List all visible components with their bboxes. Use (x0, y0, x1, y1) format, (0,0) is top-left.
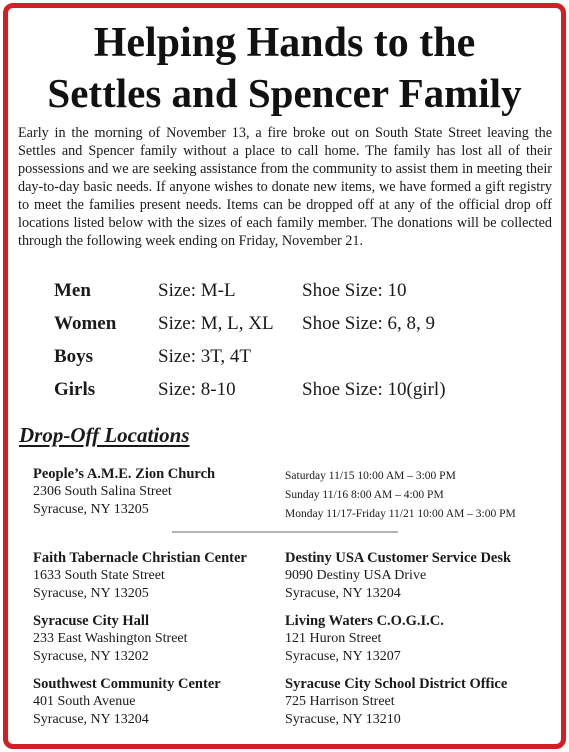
sizes-table (54, 280, 534, 412)
family-member-label: Boys (54, 346, 94, 367)
title-line-1: Helping Hands to the (93, 20, 476, 66)
location-city: Syracuse, NY 13205 (33, 586, 149, 601)
location-city: Syracuse, NY 13204 (33, 712, 149, 727)
family-member-label: Men (54, 280, 91, 301)
clothing-size: Size: 3T, 4T (158, 346, 252, 367)
location-city: Syracuse, NY 13202 (33, 649, 149, 664)
size-row-men (54, 280, 534, 313)
location-faith-tabernacle (33, 549, 247, 603)
dropoff-hours (285, 467, 516, 524)
hours-line: Saturday 11/15 10:00 AM – 3:00 PM (285, 470, 456, 482)
location-city: Syracuse, NY 13210 (285, 712, 401, 727)
clothing-size: Size: 8-10 (158, 379, 236, 400)
family-member-label: Women (54, 313, 117, 334)
location-name: Syracuse City School District Office (285, 676, 508, 692)
location-destiny-usa (285, 549, 511, 603)
clothing-size: Size: M, L, XL (158, 313, 274, 334)
location-name: Living Waters C.O.G.I.C. (285, 613, 444, 629)
divider (172, 531, 398, 533)
intro-paragraph: Early in the morning of November 13, a fire broke out on South State Street leaving the Settles and Spencer family without a place to call home. The family has lost all of their possessions and we are seeking assistance from the community to assist them in meeting their day-to-day basic needs. If anyone wishes to donate new items, we have formed a gift registry to meet the families present needs. Items can be dropped off at any of the official drop off locations listed below with the sizes of each family member. The donations will be collected through the following week ending on Friday, November 21. (18, 125, 552, 249)
title-line-2: Settles and Spencer Family (47, 70, 522, 116)
location-address: 1633 South State Street (33, 568, 165, 583)
location-city: Syracuse, NY 13207 (285, 649, 401, 664)
location-city-hall (33, 612, 188, 666)
location-city: Syracuse, NY 13204 (285, 586, 401, 601)
location-city: Syracuse, NY 13205 (33, 502, 149, 517)
shoe-size: Shoe Size: 6, 8, 9 (302, 313, 435, 334)
hours-line: Sunday 11/16 8:00 AM – 4:00 PM (285, 489, 444, 501)
location-name: Southwest Community Center (33, 676, 221, 692)
location-address: 2306 South Salina Street (33, 484, 172, 499)
dropoff-heading: Drop-Off Locations (19, 423, 190, 447)
size-row-girls (54, 379, 534, 412)
location-name: Faith Tabernacle Christian Center (33, 550, 247, 566)
location-address: 9090 Destiny USA Drive (285, 568, 427, 583)
featured-location (33, 465, 215, 519)
size-row-boys (54, 346, 534, 379)
location-name: Syracuse City Hall (33, 613, 149, 629)
location-living-waters (285, 612, 444, 666)
shoe-size: Shoe Size: 10(girl) (302, 379, 446, 400)
family-member-label: Girls (54, 379, 96, 400)
hours-line: Monday 11/17-Friday 11/21 10:00 AM – 3:00 PM (285, 508, 516, 520)
size-row-women (54, 313, 534, 346)
location-school-district-office (285, 675, 507, 729)
shoe-size: Shoe Size: 10 (302, 280, 407, 301)
location-address: 725 Harrison Street (285, 694, 395, 709)
clothing-size: Size: M-L (158, 280, 236, 301)
location-name: Destiny USA Customer Service Desk (285, 550, 512, 566)
location-address: 401 South Avenue (33, 694, 136, 709)
location-southwest-community-center (33, 675, 221, 729)
location-address: 121 Huron Street (285, 631, 382, 646)
location-name: People’s A.M.E. Zion Church (33, 466, 216, 482)
location-address: 233 East Washington Street (33, 631, 188, 646)
